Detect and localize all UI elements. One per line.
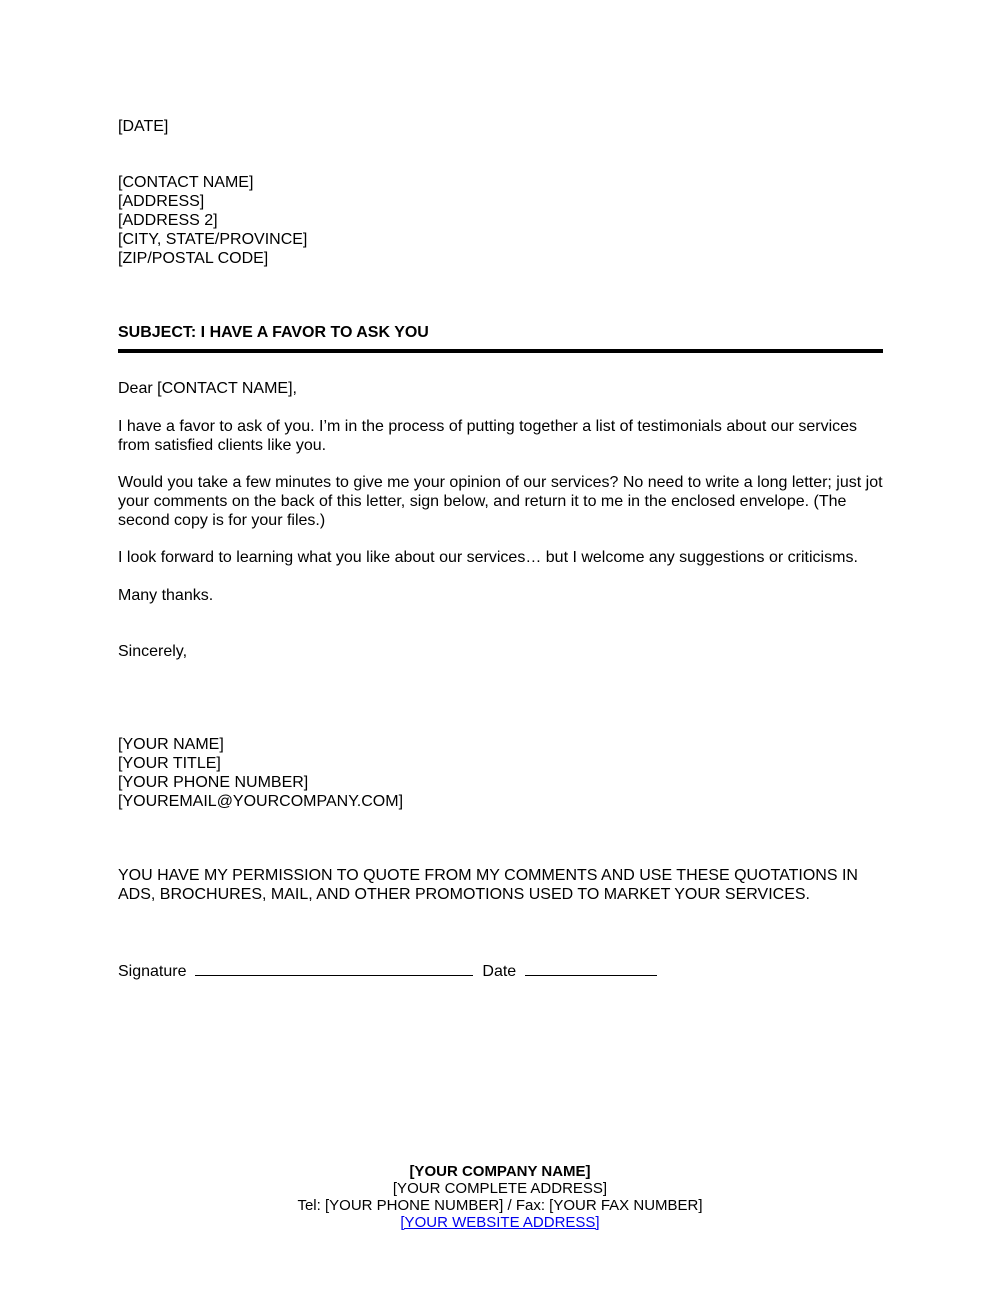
footer-website-link[interactable]: [YOUR WEBSITE ADDRESS]: [400, 1214, 600, 1231]
footer-contact: Tel: [YOUR PHONE NUMBER] / Fax: [YOUR FAX NUMBER]: [297, 1197, 703, 1214]
recipient-address-line-1: [ADDRESS]: [118, 193, 205, 210]
letterhead-footer: [0, 1163, 1000, 1231]
permission-statement: YOU HAVE MY PERMISSION TO QUOTE FROM MY COMMENTS AND USE THESE QUOTATIONS IN ADS, BROCHURES, MAIL, AND OTHER PROMOTIONS USED TO MARKET YOUR SERVICES.: [118, 867, 858, 903]
signature-label: Signature: [118, 963, 187, 980]
salutation: Dear [CONTACT NAME],: [118, 380, 297, 397]
sender-block: [118, 735, 888, 811]
footer-company-name: [YOUR COMPANY NAME]: [409, 1163, 591, 1180]
recipient-address-line-2: [ADDRESS 2]: [118, 212, 218, 229]
date-text: [DATE]: [118, 118, 169, 135]
subject-divider: [118, 349, 883, 353]
thanks-line: Many thanks.: [118, 587, 214, 604]
recipient-name: [CONTACT NAME]: [118, 174, 254, 191]
closing-line: Sincerely,: [118, 643, 188, 660]
footer-address: [YOUR COMPLETE ADDRESS]: [392, 1180, 608, 1197]
body-paragraph-2: Would you take a few minutes to give me your opinion of our services? No need to write a long letter; just jot your comments on the back of this letter, sign below, and return it to me in the enclosed envelope. (The second copy is for your files.): [118, 474, 883, 529]
sender-phone: [YOUR PHONE NUMBER]: [118, 774, 309, 791]
date-line: [118, 117, 888, 136]
sender-title: [YOUR TITLE]: [118, 755, 221, 772]
recipient-address: [118, 173, 888, 268]
signature-row: [118, 960, 888, 981]
subject-line: SUBJECT: I HAVE A FAVOR TO ASK YOU: [118, 324, 429, 341]
sender-email: [YOUREMAIL@YOURCOMPANY.COM]: [118, 793, 404, 810]
body-paragraph-3: I look forward to learning what you like about our services… but I welcome any suggestions or criticisms.: [118, 549, 858, 566]
recipient-city-state: [CITY, STATE/PROVINCE]: [118, 231, 308, 248]
signature-date-label: Date: [482, 963, 517, 980]
sender-name: [YOUR NAME]: [118, 736, 224, 753]
recipient-zip: [ZIP/POSTAL CODE]: [118, 250, 269, 267]
body-paragraph-1: I have a favor to ask of you. I’m in the process of putting together a list of testimonials about our services from satisfied clients like you.: [118, 418, 858, 454]
signature-blank-line[interactable]: [195, 960, 473, 976]
date-blank-line[interactable]: [525, 960, 657, 976]
